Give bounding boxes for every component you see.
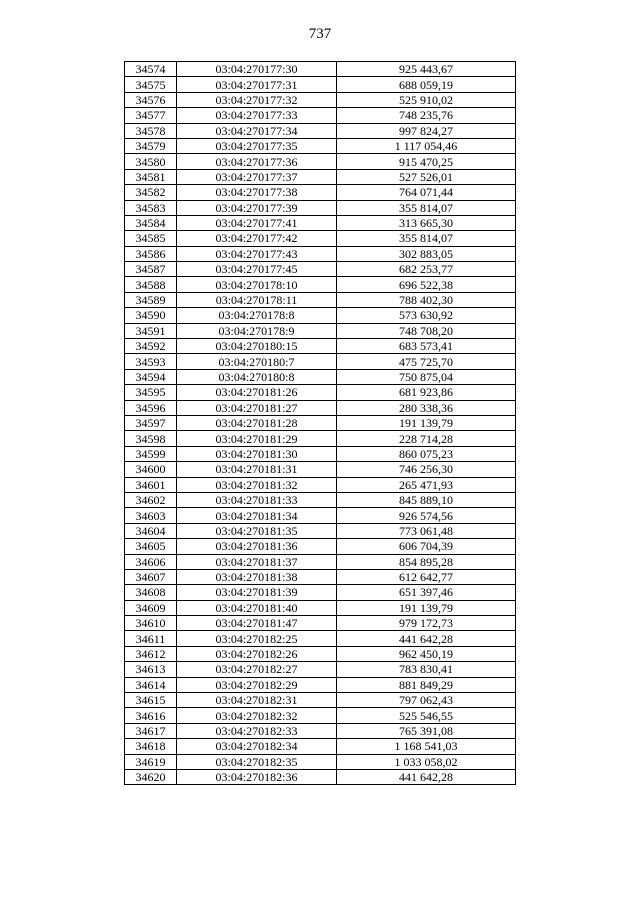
row-number-cell: 34583	[125, 200, 177, 215]
value-cell: 280 338,36	[337, 400, 516, 415]
row-number-cell: 34610	[125, 616, 177, 631]
value-cell: 573 630,92	[337, 308, 516, 323]
value-cell: 688 059,19	[337, 77, 516, 92]
row-number-cell: 34579	[125, 138, 177, 153]
cadastral-number-cell: 03:04:270177:31	[177, 77, 337, 92]
cadastral-number-cell: 03:04:270177:36	[177, 154, 337, 169]
value-cell: 773 061,48	[337, 523, 516, 538]
cadastral-number-cell: 03:04:270177:35	[177, 138, 337, 153]
cadastral-number-cell: 03:04:270181:31	[177, 462, 337, 477]
cadastral-number-cell: 03:04:270181:27	[177, 400, 337, 415]
row-number-cell: 34588	[125, 277, 177, 292]
value-cell: 681 923,86	[337, 385, 516, 400]
row-number-cell: 34601	[125, 477, 177, 492]
value-cell: 764 071,44	[337, 185, 516, 200]
row-number-cell: 34595	[125, 385, 177, 400]
table-row	[125, 369, 516, 384]
row-number-cell: 34600	[125, 462, 177, 477]
table-row	[125, 523, 516, 538]
cadastral-number-cell: 03:04:270182:34	[177, 739, 337, 754]
table-row	[125, 631, 516, 646]
table-row	[125, 123, 516, 138]
table-row	[125, 200, 516, 215]
cadastral-number-cell: 03:04:270177:43	[177, 246, 337, 261]
cadastral-number-cell: 03:04:270181:47	[177, 616, 337, 631]
table-row	[125, 231, 516, 246]
table-row	[125, 62, 516, 77]
table-row	[125, 77, 516, 92]
value-cell: 441 642,28	[337, 631, 516, 646]
row-number-cell: 34599	[125, 446, 177, 461]
page-number: 737	[308, 26, 332, 42]
value-cell: 748 708,20	[337, 323, 516, 338]
cadastral-number-cell: 03:04:270182:32	[177, 708, 337, 723]
cadastral-number-cell: 03:04:270181:28	[177, 415, 337, 430]
value-cell: 797 062,43	[337, 693, 516, 708]
cadastral-number-cell: 03:04:270177:30	[177, 62, 337, 77]
row-number-cell: 34616	[125, 708, 177, 723]
value-cell: 682 253,77	[337, 262, 516, 277]
cadastral-number-cell: 03:04:270181:29	[177, 431, 337, 446]
value-cell: 191 139,79	[337, 415, 516, 430]
value-cell: 606 704,39	[337, 539, 516, 554]
row-number-cell: 34596	[125, 400, 177, 415]
row-number-cell: 34620	[125, 769, 177, 784]
row-number-cell: 34619	[125, 754, 177, 769]
value-cell: 997 824,27	[337, 123, 516, 138]
table-row	[125, 292, 516, 307]
row-number-cell: 34593	[125, 354, 177, 369]
cadastral-number-cell: 03:04:270177:34	[177, 123, 337, 138]
cadastral-number-cell: 03:04:270182:25	[177, 631, 337, 646]
row-number-cell: 34618	[125, 739, 177, 754]
table-row	[125, 708, 516, 723]
table-row	[125, 277, 516, 292]
data-table	[124, 61, 516, 785]
table-row	[125, 769, 516, 784]
table-row	[125, 646, 516, 661]
value-cell: 750 875,04	[337, 369, 516, 384]
cadastral-number-cell: 03:04:270178:10	[177, 277, 337, 292]
cadastral-number-cell: 03:04:270181:40	[177, 600, 337, 615]
row-number-cell: 34605	[125, 539, 177, 554]
row-number-cell: 34574	[125, 62, 177, 77]
table-row	[125, 569, 516, 584]
table-row	[125, 431, 516, 446]
cadastral-number-cell: 03:04:270178:9	[177, 323, 337, 338]
row-number-cell: 34575	[125, 77, 177, 92]
value-cell: 979 172,73	[337, 616, 516, 631]
value-cell: 1 168 541,03	[337, 739, 516, 754]
table-row	[125, 108, 516, 123]
cadastral-number-cell: 03:04:270182:35	[177, 754, 337, 769]
row-number-cell: 34578	[125, 123, 177, 138]
value-cell: 355 814,07	[337, 200, 516, 215]
row-number-cell: 34615	[125, 693, 177, 708]
cadastral-number-cell: 03:04:270182:26	[177, 646, 337, 661]
table-row	[125, 385, 516, 400]
table-row	[125, 693, 516, 708]
table-row	[125, 339, 516, 354]
cadastral-number-cell: 03:04:270182:27	[177, 662, 337, 677]
table-row	[125, 754, 516, 769]
row-number-cell: 34594	[125, 369, 177, 384]
cadastral-number-cell: 03:04:270182:36	[177, 769, 337, 784]
cadastral-number-cell: 03:04:270181:33	[177, 492, 337, 507]
cadastral-number-cell: 03:04:270181:39	[177, 585, 337, 600]
cadastral-number-cell: 03:04:270178:11	[177, 292, 337, 307]
cadastral-number-cell: 03:04:270181:37	[177, 554, 337, 569]
value-cell: 1 117 054,46	[337, 138, 516, 153]
row-number-cell: 34607	[125, 569, 177, 584]
cadastral-number-cell: 03:04:270181:26	[177, 385, 337, 400]
value-cell: 228 714,28	[337, 431, 516, 446]
row-number-cell: 34581	[125, 169, 177, 184]
table-row	[125, 477, 516, 492]
table-row	[125, 723, 516, 738]
table-row	[125, 138, 516, 153]
value-cell: 525 910,02	[337, 92, 516, 107]
row-number-cell: 34611	[125, 631, 177, 646]
cadastral-number-cell: 03:04:270181:34	[177, 508, 337, 523]
table-row	[125, 508, 516, 523]
row-number-cell: 34617	[125, 723, 177, 738]
table-row	[125, 600, 516, 615]
row-number-cell: 34589	[125, 292, 177, 307]
table-row	[125, 246, 516, 261]
cadastral-number-cell: 03:04:270177:42	[177, 231, 337, 246]
value-cell: 925 443,67	[337, 62, 516, 77]
row-number-cell: 34585	[125, 231, 177, 246]
value-cell: 683 573,41	[337, 339, 516, 354]
value-cell: 783 830,41	[337, 662, 516, 677]
table-row	[125, 539, 516, 554]
cadastral-number-cell: 03:04:270177:38	[177, 185, 337, 200]
cadastral-number-cell: 03:04:270181:36	[177, 539, 337, 554]
value-cell: 313 665,30	[337, 215, 516, 230]
table-row	[125, 446, 516, 461]
table-row	[125, 169, 516, 184]
table-row	[125, 154, 516, 169]
row-number-cell: 34598	[125, 431, 177, 446]
row-number-cell: 34597	[125, 415, 177, 430]
row-number-cell: 34582	[125, 185, 177, 200]
value-cell: 355 814,07	[337, 231, 516, 246]
cadastral-number-cell: 03:04:270181:35	[177, 523, 337, 538]
row-number-cell: 34606	[125, 554, 177, 569]
cadastral-number-cell: 03:04:270177:33	[177, 108, 337, 123]
value-cell: 441 642,28	[337, 769, 516, 784]
row-number-cell: 34613	[125, 662, 177, 677]
value-cell: 612 642,77	[337, 569, 516, 584]
value-cell: 881 849,29	[337, 677, 516, 692]
table-row	[125, 585, 516, 600]
cadastral-number-cell: 03:04:270177:45	[177, 262, 337, 277]
row-number-cell: 34580	[125, 154, 177, 169]
cadastral-number-cell: 03:04:270180:7	[177, 354, 337, 369]
value-cell: 860 075,23	[337, 446, 516, 461]
value-cell: 788 402,30	[337, 292, 516, 307]
value-cell: 765 391,08	[337, 723, 516, 738]
value-cell: 651 397,46	[337, 585, 516, 600]
cadastral-number-cell: 03:04:270177:39	[177, 200, 337, 215]
table-row	[125, 492, 516, 507]
row-number-cell: 34576	[125, 92, 177, 107]
value-cell: 915 470,25	[337, 154, 516, 169]
row-number-cell: 34584	[125, 215, 177, 230]
cadastral-number-cell: 03:04:270182:31	[177, 693, 337, 708]
cadastral-number-cell: 03:04:270177:32	[177, 92, 337, 107]
table-row	[125, 308, 516, 323]
table-row	[125, 677, 516, 692]
row-number-cell: 34586	[125, 246, 177, 261]
table-row	[125, 323, 516, 338]
value-cell: 748 235,76	[337, 108, 516, 123]
row-number-cell: 34592	[125, 339, 177, 354]
row-number-cell: 34577	[125, 108, 177, 123]
cadastral-number-cell: 03:04:270180:15	[177, 339, 337, 354]
row-number-cell: 34602	[125, 492, 177, 507]
table-row	[125, 462, 516, 477]
value-cell: 962 450,19	[337, 646, 516, 661]
row-number-cell: 34604	[125, 523, 177, 538]
row-number-cell: 34612	[125, 646, 177, 661]
table-row	[125, 215, 516, 230]
cadastral-number-cell: 03:04:270180:8	[177, 369, 337, 384]
cadastral-number-cell: 03:04:270182:33	[177, 723, 337, 738]
cadastral-number-cell: 03:04:270177:41	[177, 215, 337, 230]
row-number-cell: 34608	[125, 585, 177, 600]
row-number-cell: 34614	[125, 677, 177, 692]
table-row	[125, 415, 516, 430]
value-cell: 746 256,30	[337, 462, 516, 477]
value-cell: 265 471,93	[337, 477, 516, 492]
table-row	[125, 262, 516, 277]
row-number-cell: 34603	[125, 508, 177, 523]
row-number-cell: 34609	[125, 600, 177, 615]
value-cell: 854 895,28	[337, 554, 516, 569]
cadastral-number-cell: 03:04:270181:30	[177, 446, 337, 461]
value-cell: 1 033 058,02	[337, 754, 516, 769]
table-row	[125, 554, 516, 569]
table-row	[125, 739, 516, 754]
table-row	[125, 185, 516, 200]
cadastral-number-cell: 03:04:270178:8	[177, 308, 337, 323]
cadastral-number-cell: 03:04:270177:37	[177, 169, 337, 184]
value-cell: 475 725,70	[337, 354, 516, 369]
value-cell: 302 883,05	[337, 246, 516, 261]
table-body	[125, 62, 516, 785]
table-row	[125, 354, 516, 369]
value-cell: 191 139,79	[337, 600, 516, 615]
table-row	[125, 400, 516, 415]
value-cell: 926 574,56	[337, 508, 516, 523]
table-row	[125, 616, 516, 631]
value-cell: 527 526,01	[337, 169, 516, 184]
row-number-cell: 34590	[125, 308, 177, 323]
value-cell: 845 889,10	[337, 492, 516, 507]
cadastral-number-cell: 03:04:270181:32	[177, 477, 337, 492]
value-cell: 696 522,38	[337, 277, 516, 292]
cadastral-number-cell: 03:04:270182:29	[177, 677, 337, 692]
table-row	[125, 662, 516, 677]
cadastral-number-cell: 03:04:270181:38	[177, 569, 337, 584]
row-number-cell: 34587	[125, 262, 177, 277]
value-cell: 525 546,55	[337, 708, 516, 723]
table-row	[125, 92, 516, 107]
row-number-cell: 34591	[125, 323, 177, 338]
